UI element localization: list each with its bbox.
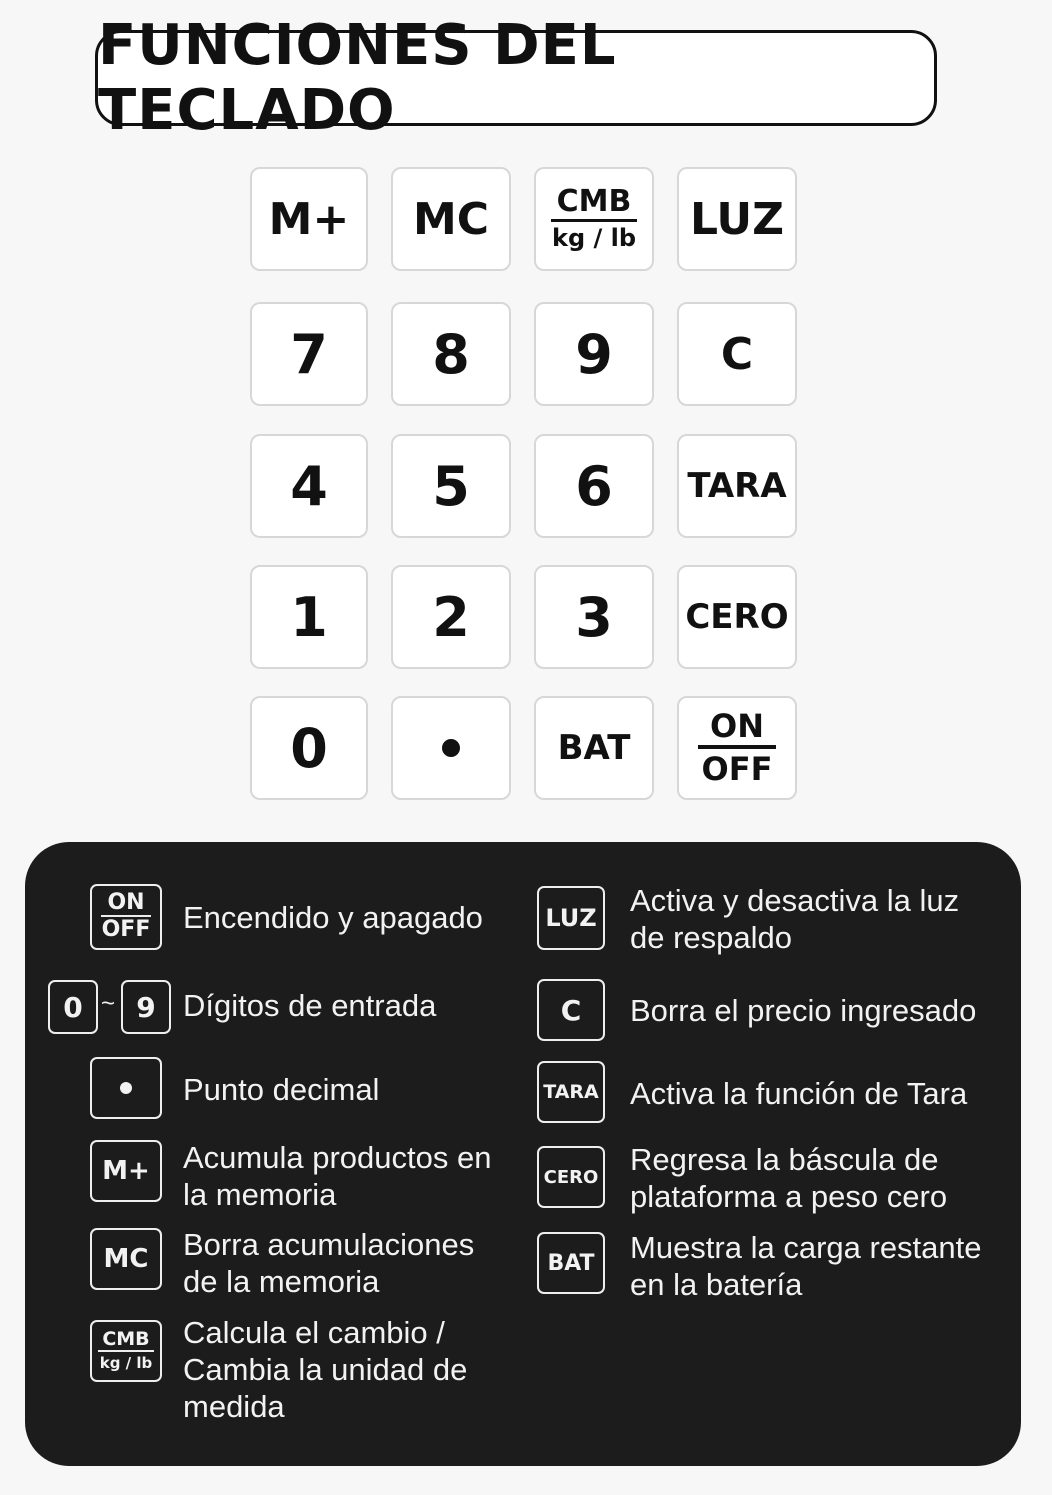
mc-key-icon (90, 1228, 162, 1290)
dot-icon (120, 1082, 132, 1094)
key-tara[interactable] (677, 434, 797, 538)
key-label: 4 (290, 454, 328, 518)
key-1[interactable] (250, 565, 368, 669)
legend-desc-bat (630, 1229, 982, 1303)
key-bat[interactable] (534, 696, 654, 800)
key-label-top: ON (698, 707, 776, 749)
key-label: C (720, 328, 754, 380)
desc-line: Activa y desactiva la luz (630, 883, 960, 918)
key-cero[interactable] (677, 565, 797, 669)
legend-desc-digits: Dígitos de entrada (183, 988, 437, 1023)
key-luz[interactable] (677, 167, 797, 271)
icon-label-bottom: OFF (101, 917, 151, 942)
icon-label: 0 (63, 990, 83, 1024)
icon-label: BAT (547, 1250, 595, 1276)
c-key-icon (537, 979, 605, 1041)
desc-line: medida (183, 1389, 285, 1424)
legend-desc-c: Borra el precio ingresado (630, 993, 977, 1028)
legend-desc-on-off: Encendido y apagado (183, 900, 483, 935)
legend-desc-m-plus (183, 1139, 491, 1213)
icon-label: LUZ (545, 904, 597, 932)
key-label-top: CMB (551, 185, 638, 222)
key-mc[interactable] (391, 167, 511, 271)
key-label: BAT (557, 728, 631, 768)
bat-key-icon (537, 1232, 605, 1294)
digit-0-key-icon (48, 980, 98, 1034)
decimal-key-icon (90, 1057, 162, 1119)
legend-desc-cmb (183, 1314, 467, 1425)
icon-label-top: ON (101, 891, 150, 917)
tara-key-icon (537, 1061, 605, 1123)
desc-line: en la batería (630, 1267, 803, 1302)
key-8[interactable] (391, 302, 511, 406)
page-title: FUNCIONES DEL TECLADO (98, 13, 617, 143)
dot-icon (442, 739, 460, 757)
legend-panel (25, 842, 1021, 1466)
key-9[interactable] (534, 302, 654, 406)
cmb-key-icon (90, 1320, 162, 1382)
key-0[interactable] (250, 696, 368, 800)
key-label: MC (412, 193, 490, 245)
key-label-bottom: OFF (701, 750, 773, 788)
desc-line: Regresa la báscula de (630, 1142, 939, 1177)
desc-line: de respaldo (630, 920, 793, 955)
key-label: M+ (268, 193, 350, 245)
on-off-key-icon (90, 884, 162, 950)
icon-label: MC (103, 1244, 149, 1274)
desc-line: Acumula productos en (183, 1140, 492, 1175)
desc-line: de la memoria (183, 1264, 380, 1299)
legend-desc-mc (183, 1226, 474, 1300)
key-label: LUZ (689, 193, 785, 245)
key-label: 5 (432, 454, 470, 518)
key-label: 9 (575, 322, 613, 386)
icon-label: C (560, 993, 582, 1027)
key-label: 6 (575, 454, 613, 518)
desc-line: Cambia la unidad de (183, 1352, 468, 1387)
key-5[interactable] (391, 434, 511, 538)
key-label: 2 (432, 585, 470, 649)
desc-line: la memoria (183, 1177, 337, 1212)
key-label: 3 (575, 585, 613, 649)
desc-line: plataforma a peso cero (630, 1179, 948, 1214)
desc-line: Muestra la carga restante (630, 1230, 982, 1265)
m-plus-key-icon (90, 1140, 162, 1202)
icon-label-top: CMB (98, 1328, 153, 1352)
key-label: TARA (687, 466, 787, 506)
key-4[interactable] (250, 434, 368, 538)
key-m-plus[interactable] (250, 167, 368, 271)
legend-desc-tara: Activa la función de Tara (630, 1076, 968, 1111)
key-3[interactable] (534, 565, 654, 669)
icon-label: CERO (543, 1166, 599, 1188)
legend-desc-cero (630, 1141, 947, 1215)
desc-line: Calcula el cambio / (183, 1315, 445, 1350)
key-on-off[interactable] (677, 696, 797, 800)
icon-label-bottom: kg / lb (99, 1354, 153, 1372)
key-decimal-point[interactable] (391, 696, 511, 800)
desc-line: Borra acumulaciones (183, 1227, 475, 1262)
key-cmb[interactable] (534, 167, 654, 271)
icon-label: 9 (136, 990, 156, 1024)
key-c[interactable] (677, 302, 797, 406)
key-label: 1 (290, 585, 328, 649)
legend-desc-decimal: Punto decimal (183, 1072, 380, 1107)
key-2[interactable] (391, 565, 511, 669)
key-6[interactable] (534, 434, 654, 538)
luz-key-icon (537, 886, 605, 950)
title-box (95, 13, 937, 143)
key-7[interactable] (250, 302, 368, 406)
key-label: CERO (685, 597, 789, 637)
legend-desc-luz (630, 882, 959, 956)
key-label: 8 (432, 322, 470, 386)
key-label: 7 (290, 322, 328, 386)
cero-key-icon (537, 1146, 605, 1208)
icon-label: M+ (102, 1156, 150, 1186)
key-label: 0 (290, 716, 328, 780)
icon-label: TARA (543, 1081, 599, 1103)
key-label-bottom: kg / lb (551, 223, 637, 252)
digit-9-key-icon (121, 980, 171, 1034)
range-tilde: ~ (101, 990, 116, 1017)
